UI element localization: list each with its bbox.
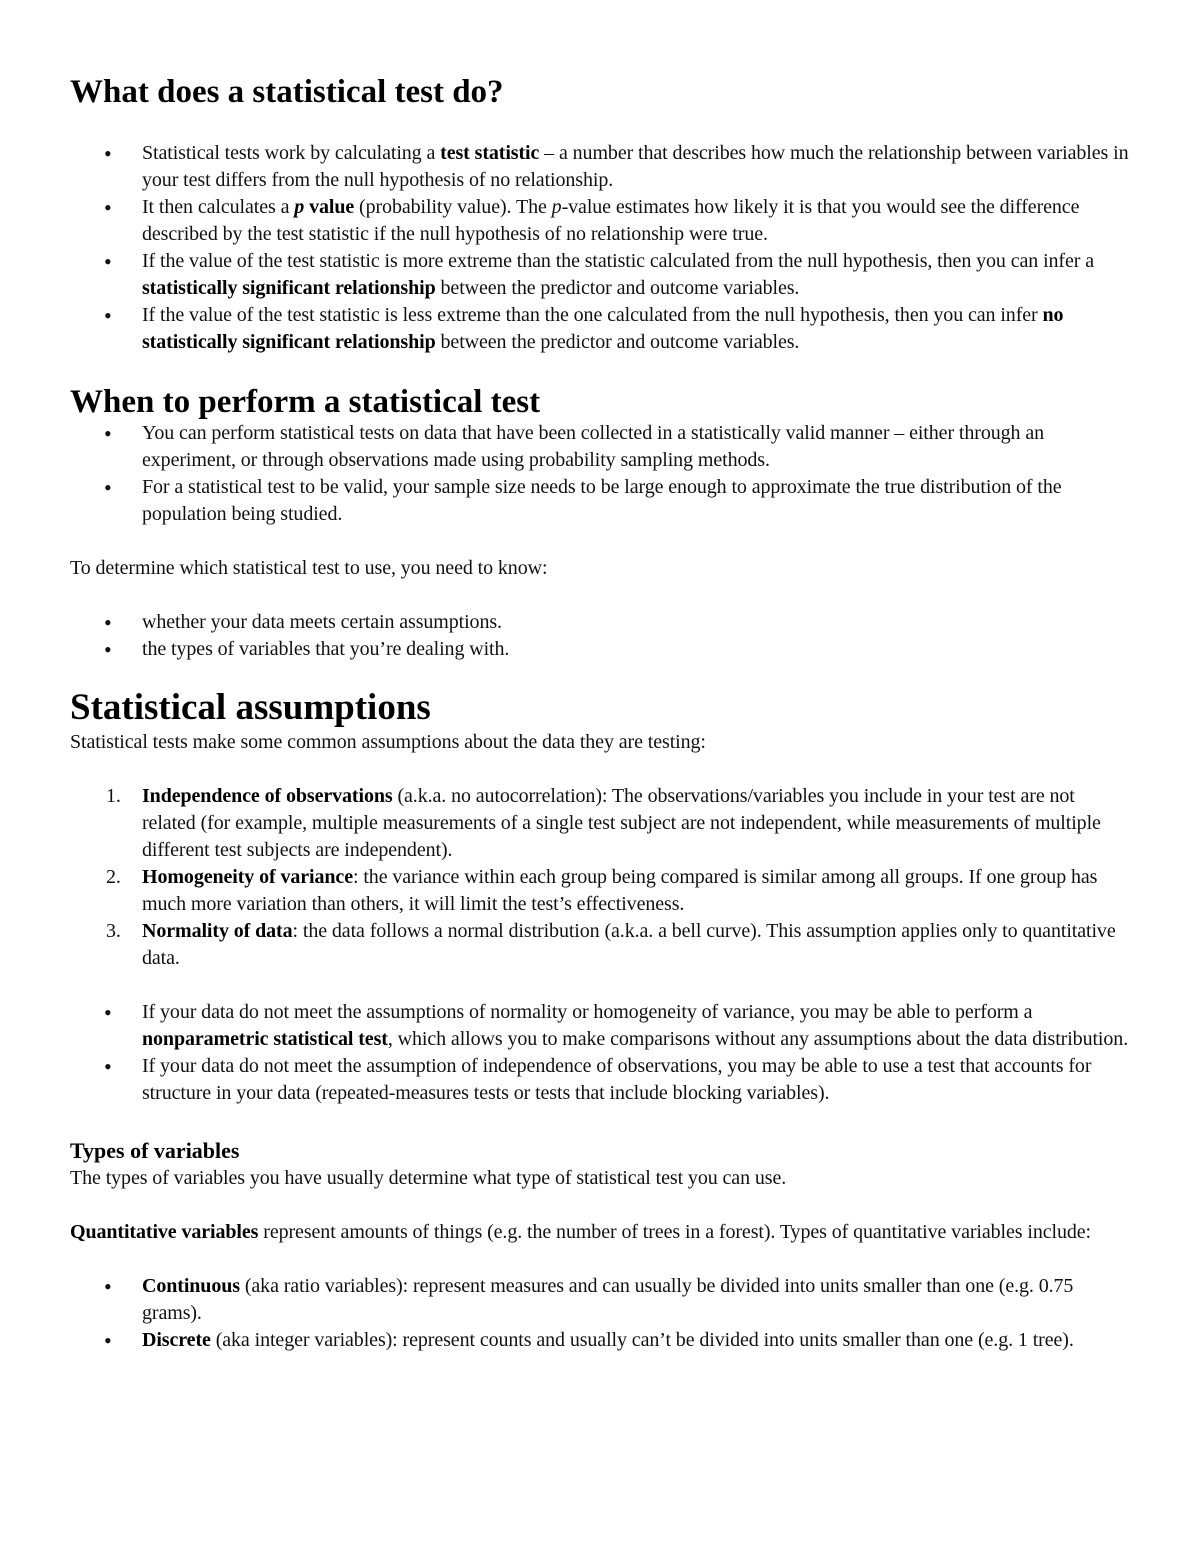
list-item: • If your data do not meet the assumption of independence of observations, you may be able to use a test that accounts for structure in your data (repeated-measures tests or tests that include blocking variables). (70, 1053, 1132, 1107)
list-item: • You can perform statistical tests on data that have been collected in a statistically valid manner – either through an experiment, or through observations made using probability sampling methods. (70, 420, 1132, 474)
list-item: • If the value of the test statistic is more extreme than the statistic calculated from the null hypothesis, then you can infer a statistically significant relationship between the predictor and outcome variables. (70, 248, 1132, 302)
when-to-perform-list (70, 420, 1132, 528)
heading-types-of-variables: Types of variables (70, 1138, 240, 1163)
list-item: • For a statistical test to be valid, your sample size needs to be large enough to approximate the true distribution of the population being studied. (70, 474, 1132, 528)
assumption-violation-list (70, 999, 1132, 1107)
list-item: • whether your data meets certain assumptions. (70, 609, 1132, 636)
list-item: 1. Independence of observations (a.k.a. no autocorrelation): The observations/variables you include in your test are not related (for example, multiple measurements of a single test subject are not independent, while measurements of multiple different test subjects are independent). (106, 785, 1101, 861)
need-to-know-list (70, 609, 1132, 663)
test-explanation-list (70, 140, 1132, 356)
assumptions-list (70, 783, 1132, 972)
quantitative-types-list (70, 1273, 1132, 1354)
list-item: 2. Homogeneity of variance: the variance within each group being compared is similar among all groups. If one group has much more variation than others, it will limit the test’s effectiveness. (106, 866, 1098, 915)
list-item: • the types of variables that you’re dealing with. (70, 636, 1132, 663)
heading-when-to-perform: When to perform a statistical test (70, 384, 541, 420)
list-item: • Discrete (aka integer variables): represent counts and usually can’t be divided into units smaller than one (e.g. 1 tree). (70, 1327, 1132, 1354)
need-to-know-intro: To determine which statistical test to use, you need to know: (70, 557, 548, 579)
list-item: 3. Normality of data: the data follows a normal distribution (a.k.a. a bell curve). This assumption applies only to quantitative data. (106, 920, 1116, 969)
heading-statistical-assumptions: Statistical assumptions (70, 687, 431, 728)
list-item: • If your data do not meet the assumptions of normality or homogeneity of variance, you may be able to perform a nonparametric statistical test, which allows you to make comparisons without any assumptions about the data distribution. (70, 999, 1132, 1053)
quantitative-intro: Quantitative variables represent amounts of things (e.g. the number of trees in a forest). Types of quantitative variables include: (70, 1221, 1091, 1243)
list-item: • If the value of the test statistic is less extreme than the one calculated from the null hypothesis, then you can infer no statistically significant relationship between the predictor and outcome variables. (70, 302, 1132, 356)
list-item: • It then calculates a p value (probability value). The p-value estimates how likely it is that you would see the difference described by the test statistic if the null hypothesis of no relationship were true. (70, 194, 1132, 248)
list-item: • Continuous (aka ratio variables): represent measures and can usually be divided into units smaller than one (e.g. 0.75 grams). (70, 1273, 1132, 1327)
document-page (70, 72, 1132, 1354)
heading-what-does-test-do: What does a statistical test do? (70, 74, 504, 110)
types-intro: The types of variables you have usually determine what type of statistical test you can use. (70, 1167, 787, 1189)
list-item: • Statistical tests work by calculating a test statistic – a number that describes how much the relationship between variables in your test differs from the null hypothesis of no relationship. (70, 140, 1132, 194)
assumptions-intro: Statistical tests make some common assumptions about the data they are testing: (70, 731, 706, 753)
